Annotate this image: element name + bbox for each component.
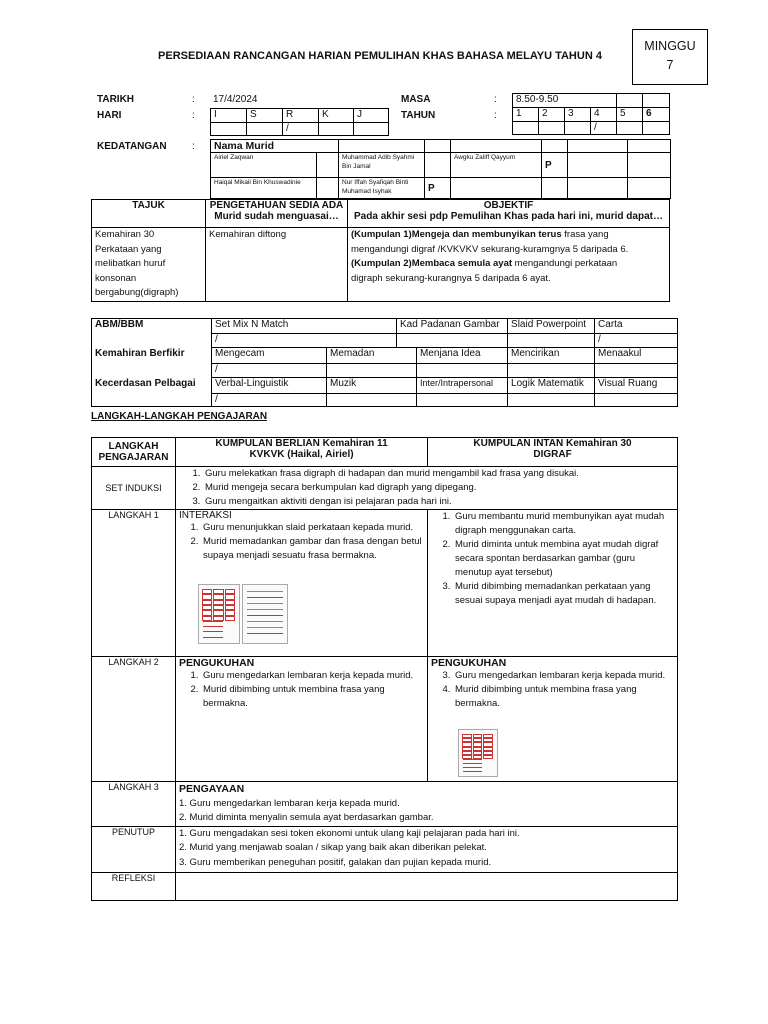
berfikir-label: Kemahiran Berfikir	[92, 348, 212, 378]
year-mark: /	[591, 122, 617, 135]
year-4: 4	[591, 108, 617, 122]
list-item: 2. Murid diminta untuk membina ayat mudah digraf secara spontan berdasarkan gambar (guru menutup ayat tersebut)	[453, 538, 674, 580]
abm-item: Carta	[595, 319, 678, 334]
pelbagai-mark: /	[212, 394, 327, 407]
thumbnail-line	[203, 621, 223, 622]
present-mark: P	[425, 178, 451, 199]
hari-label: HARI	[97, 110, 122, 121]
list-item: 3. Murid dibimbing memadankan perkataan yang sesuai supaya menjadi ayat mudah di hadapan.	[453, 580, 674, 608]
set-induksi-label: SET INDUKSI	[92, 467, 176, 510]
worksheet-thumbnail	[242, 584, 288, 644]
berfikir-item: Menjana Idea	[417, 348, 508, 364]
kedatangan-colon: :	[192, 141, 195, 152]
tarikh-colon: :	[192, 94, 195, 105]
langkah2-label: LANGKAH 2	[92, 657, 176, 782]
thumbnail-line	[247, 621, 283, 622]
student-name: Awgku Zaliff Qayyum	[451, 153, 542, 178]
masa-label: MASA	[401, 94, 431, 105]
nama-murid-label: Nama Murid	[211, 140, 339, 153]
thumbnail-line	[247, 615, 283, 616]
list-item: 3. Guru memberikan peneguhan positif, galakan dan pujian kepada murid.	[179, 856, 492, 868]
day-j: J	[354, 109, 389, 123]
penutup-content	[176, 826, 678, 872]
tajuk-table	[91, 199, 670, 302]
minggu-value: 7	[666, 58, 674, 72]
tarikh-value: 17/4/2024	[213, 94, 258, 105]
pelbagai-item: Logik Matematik	[508, 378, 595, 394]
abm-item: Set Mix N Match	[212, 319, 397, 334]
day-k: K	[319, 109, 354, 123]
hari-colon: :	[192, 110, 195, 121]
langkah1-right	[428, 510, 678, 657]
masa-colon: :	[494, 94, 497, 105]
step-header-intan: KUMPULAN INTAN Kemahiran 30 DIGRAF	[428, 438, 678, 467]
page-title: PERSEDIAAN RANCANGAN HARIAN PEMULIHAN KHAS BAHASA MELAYU TAHUN 4	[158, 50, 602, 62]
list-item: 4. Murid dibimbing untuk membina frasa yang bermakna.	[453, 683, 674, 711]
langkah2-right	[428, 657, 678, 782]
worksheet-thumbnail	[458, 729, 498, 777]
thumbnail-line	[203, 626, 223, 627]
abm-item: Slaid Powerpoint	[508, 319, 595, 334]
objektif-sub: Pada akhir sesi pdp Pemulihan Khas pada hari ini, murid dapat…	[354, 211, 663, 222]
steps-table	[91, 437, 678, 901]
list-item: 2. Murid yang menjawab soalan / sikap yang baik akan diberikan pelekat.	[179, 842, 487, 853]
thumbnail-line	[247, 609, 283, 610]
thumbnail-line	[247, 597, 283, 598]
day-i: I	[211, 109, 247, 123]
thumbnail-cell	[483, 755, 493, 759]
list-item: 1. Guru mengedarkan lembaran kerja kepada murid.	[179, 797, 400, 809]
masa-value: 8.50-9.50	[513, 94, 617, 108]
pelbagai-item: Muzik	[327, 378, 417, 394]
worksheet-thumbnail	[198, 584, 240, 644]
list-item: 3. Guru mengaitkan aktiviti dengan isi pelajaran pada hari ini.	[203, 495, 674, 509]
step-header-berlian: KUMPULAN BERLIAN Kemahiran 11 KVKVK (Haikal, Airiel)	[176, 438, 428, 467]
tahun-colon: :	[494, 110, 497, 121]
objective-cell: (Kumpulan 1)Mengeja dan membunyikan terus frasa yang mengandungi digraf /KVKVKV sekurang-kuramgnya 5 daripada 6. (Kumpulan 2)Membaca semula ayat mengandungi perkataan digraph sekurang-kurangnya 5 daripada 6 ayat.	[348, 228, 670, 302]
resources-table	[91, 318, 678, 407]
topic-cell: Kemahiran 30 Perkataan yang melibatkan huruf konsonan bergabung(digraph)	[92, 228, 206, 302]
berfikir-mark: /	[212, 364, 327, 378]
langkah-heading: LANGKAH-LANGKAH PENGAJARAN	[91, 411, 268, 422]
prior-cell: Kemahiran diftong	[206, 228, 348, 302]
langkah1-left	[176, 510, 428, 657]
day-r: R	[283, 109, 319, 123]
day-mark: /	[283, 123, 319, 136]
langkah2-left	[176, 657, 428, 782]
year-2: 2	[539, 108, 565, 122]
year-3: 3	[565, 108, 591, 122]
abm-item: Kad Padanan Gambar	[397, 319, 508, 334]
thumbnail-line	[247, 591, 283, 592]
pengukuhan-label: PENGUKUHAN	[431, 657, 507, 669]
thumbnail-line	[247, 633, 283, 634]
objektif-header	[348, 200, 670, 228]
refleksi-content	[176, 872, 678, 900]
student-name: Muhammad Adib Syahmi Bin Jamal	[339, 153, 425, 178]
hari-table	[210, 108, 389, 136]
list-item: 2. Murid mengeja secara berkumpulan kad digraph yang dipegang.	[203, 481, 674, 495]
thumbnail-line	[463, 771, 482, 772]
tarikh-label: TARIKH	[97, 94, 135, 105]
thumbnail-line	[247, 627, 283, 628]
pengetahuan-sub: Murid sudah menguasai…	[214, 211, 339, 222]
list-item: 1. Guru mengedarkan lembaran kerja kepada murid.	[201, 669, 424, 683]
list-item: 2. Murid memadankan gambar dan frasa dengan betul supaya menjadi sesuatu frasa bermakna.	[201, 535, 424, 563]
student-name: Nur Iffah Syafiqah Binti Muhamad Isyhak	[339, 178, 425, 199]
student-name: Airiel Zaqwan	[211, 153, 317, 178]
pengayaan-label: PENGAYAAN	[179, 783, 245, 795]
objektif-title: OBJEKTIF	[483, 200, 534, 211]
thumbnail-line	[463, 759, 482, 760]
abm-mark: /	[595, 334, 678, 348]
thumbnail-line	[203, 631, 223, 632]
minggu-label: MINGGU	[644, 39, 696, 53]
list-item: 2. Murid diminta menyalin semula ayat berdasarkan gambar.	[179, 812, 434, 823]
tajuk-header: TAJUK	[92, 200, 206, 228]
abm-mark: /	[212, 334, 397, 348]
thumbnail-cell	[225, 616, 235, 621]
year-6: 6	[643, 108, 670, 122]
berfikir-item: Mencirikan	[508, 348, 595, 364]
tahun-table	[512, 93, 670, 135]
list-item: 1. Guru membantu murid membunyikan ayat mudah digraph menggunakan carta.	[453, 510, 674, 538]
pelbagai-item: Inter/Intrapersonal	[417, 378, 508, 394]
thumbnail-line	[463, 763, 482, 764]
pengetahuan-title: PENGETAHUAN SEDIA ADA	[209, 200, 344, 211]
berfikir-item: Memadan	[327, 348, 417, 364]
present-mark: P	[542, 153, 568, 178]
abm-label: ABM/BBM	[92, 319, 212, 348]
minggu-box	[632, 29, 708, 85]
pelbagai-item: Verbal-Linguistik	[212, 378, 327, 394]
langkah1-label: LANGKAH 1	[92, 510, 176, 657]
pelbagai-item: Visual Ruang	[595, 378, 678, 394]
langkah3-label: LANGKAH 3	[92, 782, 176, 827]
langkah3-content	[176, 782, 678, 827]
student-name: Haiqal Mikail Bin Khuswadinie	[211, 178, 317, 199]
tahun-label: TAHUN	[401, 110, 436, 121]
pengetahuan-header	[206, 200, 348, 228]
list-item: 2. Murid dibimbing untuk membina frasa yang bermakna.	[201, 683, 424, 711]
berfikir-item: Menaakul	[595, 348, 678, 364]
pelbagai-label: Kecerdasan Pelbagai	[92, 378, 212, 407]
list-item: 1. Guru mengadakan sesi token ekonomi untuk ulang kaji pelajaran pada hari ini.	[179, 827, 520, 839]
thumbnail-line	[463, 767, 482, 768]
list-item: 1. Guru melekatkan frasa digraph di hadapan dan murid mengambil kad frasa yang disukai.	[203, 467, 674, 481]
thumbnail-line	[247, 603, 283, 604]
refleksi-label: REFLEKSI	[92, 872, 176, 900]
list-item: 3. Guru mengedarkan lembaran kerja kepada murid.	[453, 669, 674, 683]
kedatangan-label: KEDATANGAN	[97, 141, 167, 152]
year-1: 1	[513, 108, 539, 122]
thumbnail-line	[203, 637, 223, 638]
day-s: S	[247, 109, 283, 123]
set-induksi-content	[176, 467, 678, 510]
year-5: 5	[617, 108, 643, 122]
kedatangan-table	[210, 139, 671, 199]
list-item: 1. Guru menunjukkan slaid perkataan kepada murid.	[201, 521, 424, 535]
pengukuhan-label: PENGUKUHAN	[179, 657, 255, 669]
interaksi-label: INTERAKSI	[179, 510, 232, 521]
penutup-label: PENUTUP	[92, 826, 176, 872]
step-header-langkah: LANGKAH PENGAJARAN	[92, 438, 176, 467]
berfikir-item: Mengecam	[212, 348, 327, 364]
